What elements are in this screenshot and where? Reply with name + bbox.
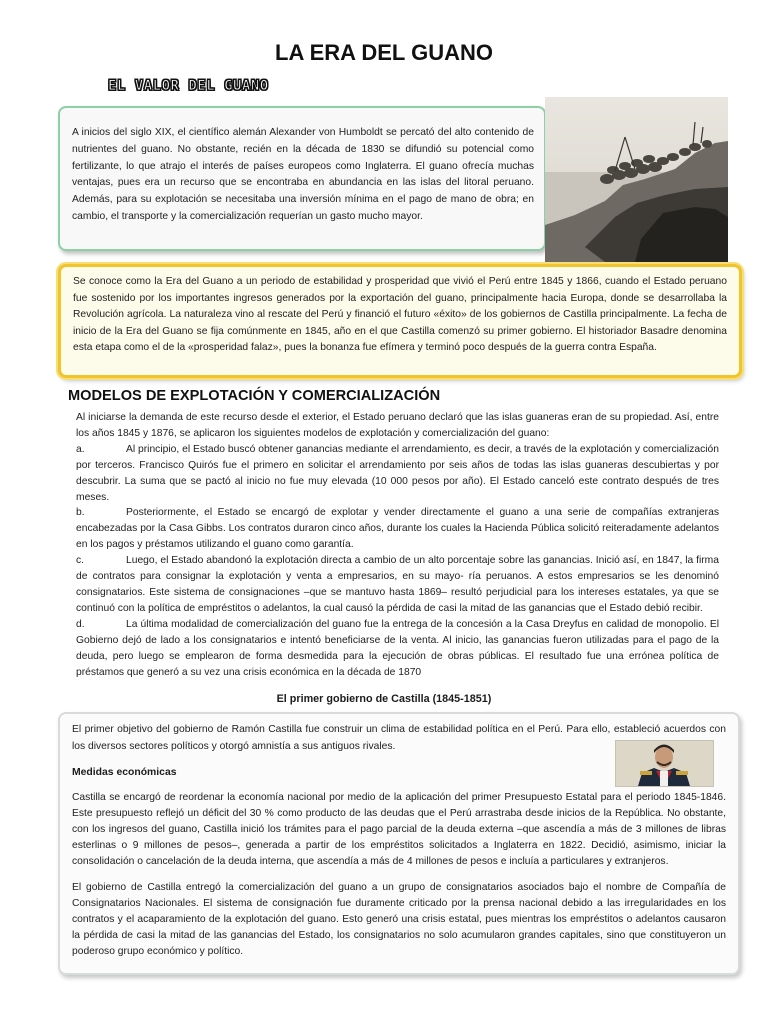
model-letter-d: d. <box>76 618 85 630</box>
model-item-c <box>76 553 719 617</box>
model-letter-a: a. <box>76 443 85 455</box>
models-heading: MODELOS DE EXPLOTACIÓN Y COMERCIALIZACIÓN <box>68 388 441 404</box>
castilla-portrait <box>615 740 714 787</box>
model-text-d: La última modalidad de comercialización del guano fue la entrega de la concesión a la Casa Dreyfus en calidad de monopolio. El Gobierno dejó de lado a los consignatarios e intentó beneficiarse de la venta. Al inicio, las ganancias fueron utilizadas para el pago de la deuda, pero luego se emplearon de forma desmedida para la ejecución de obras públicas. El resultado fue una errónea política de préstamos que generó a su vez una crisis económica en la década de 1870 <box>76 618 719 678</box>
castilla-intro: El primer objetivo del gobierno de Ramón Castilla fue construir un clima de estabilidad política en el Perú. Para ello, estableció acuerdos con los diversos sectores políticos y otorgó amnistía a sus antiguos rivales. <box>72 724 726 752</box>
section-heading-valor: EL VALOR DEL GUANO <box>108 78 269 94</box>
model-item-b <box>76 505 719 553</box>
model-letter-b: b. <box>76 507 85 519</box>
model-text-c: Luego, el Estado abandonó la explotación directa a cambio de un alto porcentaje sobre las ganancias. Inició así, en 1847, la firma de contratos para consignar la explotación y venta a empresarios, en su mayo- ría peruanos. A estos empresarios se les denominó consignatarios. Este sistema de consignaciones –que se mantuvo hasta 1869– resultó perjudicial para los intereses estatales, ya que se continuó con la política de empréstitos o adelantos, la cual causó la pérdida de casi la mitad de las ganancias que el Estado debió recibir. <box>76 555 719 614</box>
castilla-heading: El primer gobierno de Castilla (1845-1851) <box>276 693 492 705</box>
model-item-a <box>76 442 719 506</box>
intro-paragraph: A inicios del siglo XIX, el científico alemán Alexander von Humboldt se percató del alto contenido de nutrientes del guano. No obstante, recién en la década de 1830 se difundió su potencial como fertilizante, lo que atrajo el interés de países europeos como Inglaterra. El guano ofrecía muchas ventajas, pues era un recurso que se encontraba en abundancia en las islas del litoral peruano. Además, para su explotación se necesitaba una inversión mínima en el pago de mano de obra; en cambio, el transporte y la comercialización requerían un gasto mucho mayor. <box>72 127 534 222</box>
medidas-heading: Medidas económicas <box>72 766 177 778</box>
model-text-a: Al principio, el Estado buscó obtener ganancias mediante el arrendamiento, es decir, a través de la explotación y comercialización por terceros. Francisco Quirós fue el primero en solicitar el arrendamiento por seis años de todas las islas guaneras descubiertas y por descubrir. La suma que se pactó al inicio no fue muy elevada (10 000 pesos por año). El Estado canceló este contrato después de tres meses. <box>76 443 719 503</box>
guano-island-photo <box>545 97 728 262</box>
models-body <box>76 410 719 680</box>
consignatarios-paragraph: El gobierno de Castilla entregó la comercialización del guano a un grupo de consignatarios asociados bajo el nombre de Compañía de Consignatarios Nacionales. El sistema de consignación fue duramente criticado por la prensa nacional debido a las irregularidades en los contratos y el acaparamiento de la explotación del guano. Esto generó una crisis estatal, pues mientras los empréstitos o adelantos causaron la pérdida de casi la mitad de las ganancias del Estado, los consignatarios no solo acumularon grandes capitales, sino que constituyeron un poderoso grupo económico y político. <box>72 881 726 958</box>
model-item-d <box>76 617 719 681</box>
models-intro: Al iniciarse la demanda de este recurso desde el exterior, el Estado peruano declaró que las islas guaneras eran de su propiedad. Así, entre los años 1845 y 1876, se aplicaron los siguientes modelos de explotación y comercialización del guano: <box>76 412 719 439</box>
model-letter-c: c. <box>76 555 85 567</box>
era-definition-box <box>58 264 742 378</box>
model-text-b: Posteriormente, el Estado se encargó de explotar y vender directamente el guano a una serie de compañías extranjeras encabezadas por la Casa Gibbs. Los contratos duraron cinco años, durante los cuales la Hacienda Pública solicitó reiteradamente adelantos en los pagos y préstamos utilizando el guano como garantía. <box>76 507 719 551</box>
medidas-paragraph: Castilla se encargó de reordenar la economía nacional por medio de la aplicación del primer Presupuesto Estatal para el periodo 1845-1846. Este presupuesto reflejó un déficit del 30 % como producto de las deudas que el Perú arrastraba desde inicios de la República. No obstante, con los ingresos del guano, Castilla inició los trámites para el pago parcial de la deuda externa –que ascendía a más de 3 millones de libras esterlinas o 9 millones de pesos–, generada a partir de los empréstitos solicitados a Inglaterra en 1822. Decidió, asimismo, iniciar la consolidación o cancelación de la deuda interna, que ascendía a más de 4 millones de pesos e incluía a particulares y extranjeros. <box>72 791 726 868</box>
intro-box <box>58 106 546 251</box>
era-definition-paragraph: Se conoce como la Era del Guano a un periodo de estabilidad y prosperidad que vivió el Perú entre 1845 y 1866, cuando el Estado peruano fue sostenido por los importantes ingresos generados por la exportación del guano, principalmente hacia Europa, donde se desarrollaba la Revolución agrícola. La naturaleza vino al rescate del Perú y financió el futuro «éxito» de los gobiernos de Castilla principalmente. La fecha de inicio de la Era del Guano se fija comúnmente en 1845, año en el que Castilla comenzó su primer gobierno. El historiador Basadre denomina esta etapa como el de la «prosperidad falaz», pues la bonanza fue efímera y terminó poco después de la guerra contra España. <box>73 276 727 354</box>
page-title: LA ERA DEL GUANO <box>275 40 493 65</box>
